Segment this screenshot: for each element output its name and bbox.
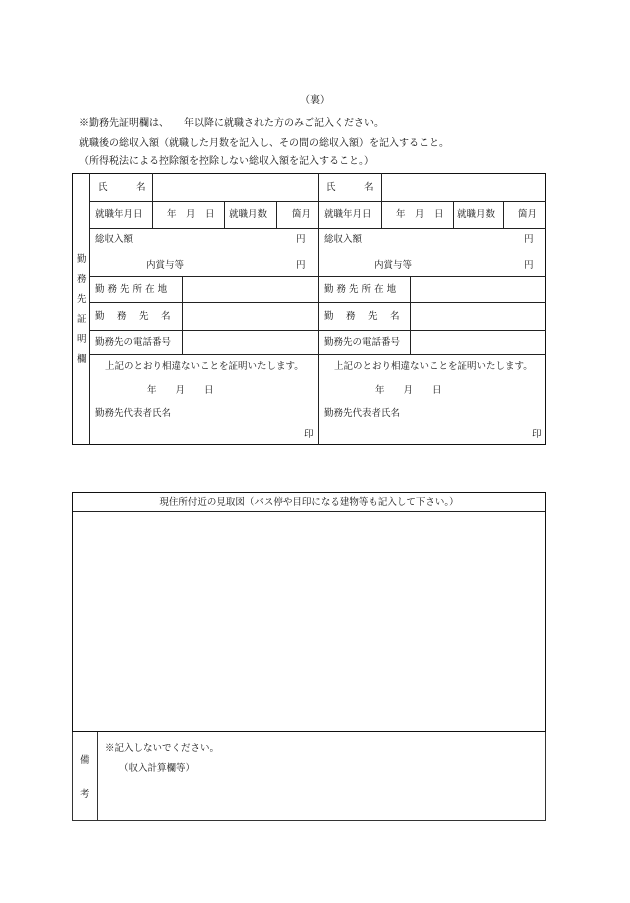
employer-label-right: 勤 務 先 名 <box>324 311 400 322</box>
bonus-yen-right: 円 <box>524 260 534 271</box>
employer-field-left[interactable] <box>183 303 318 330</box>
certify-text-left: 上記のとおり相違ないことを証明いたします。 <box>105 361 304 372</box>
total-income-yen-left: 円 <box>296 234 306 245</box>
note-line-3: （所得税法による控除額を控除しない総収入額を記入すること。） <box>79 156 374 167</box>
address-label-left: 勤 務 先 所 在 地 <box>95 284 168 295</box>
start-date-label-right: 就職年月日 <box>324 209 372 220</box>
months-label-left: 就職月数 <box>229 209 268 220</box>
section-label-char: 明 <box>77 334 87 345</box>
rep-label-right: 勤務先代表者氏名 <box>324 408 401 419</box>
name-label-left: 氏 名 <box>98 182 146 193</box>
seal-right: 印 <box>532 429 542 440</box>
section-label-char: 勤 <box>77 254 87 265</box>
name-label-right: 氏 名 <box>326 182 374 193</box>
cert-date-right: 年 月 日 <box>375 385 442 396</box>
total-income-label-right: 総収入額 <box>324 234 363 245</box>
remarks-box <box>72 732 546 821</box>
employer-label-left: 勤 務 先 名 <box>95 311 171 322</box>
phone-label-left: 勤務先の電話番号 <box>95 337 172 348</box>
section-label-char: 先 <box>77 294 87 305</box>
phone-field-right[interactable] <box>411 331 544 354</box>
bonus-label-right: 内賞与等 <box>374 260 413 271</box>
total-income-label-left: 総収入額 <box>95 234 134 245</box>
name-field-right[interactable] <box>382 174 544 201</box>
address-field-left[interactable] <box>183 277 318 302</box>
bonus-label-left: 内賞与等 <box>146 260 185 271</box>
section-label-char: 証 <box>77 314 87 325</box>
address-field-right[interactable] <box>411 277 544 302</box>
months-unit-right: 箇月 <box>518 209 538 220</box>
section-label-char: 欄 <box>77 354 87 365</box>
remarks-label-2: 考 <box>80 789 90 800</box>
seal-left: 印 <box>304 429 314 440</box>
remarks-label-1: 備 <box>80 755 90 766</box>
start-date-label-left: 就職年月日 <box>95 209 143 220</box>
map-box <box>72 492 546 732</box>
months-label-right: 就職月数 <box>457 209 496 220</box>
section-label-char: 務 <box>77 274 87 285</box>
note-line-1: ※勤務先証明欄は、 年以降に就職された方のみご記入ください。 <box>79 118 384 129</box>
remarks-sub: （収入計算欄等） <box>119 763 196 774</box>
map-drawing-area[interactable] <box>73 513 545 731</box>
rep-label-left: 勤務先代表者氏名 <box>95 408 172 419</box>
remarks-note: ※記入しないでください。 <box>105 743 220 754</box>
employer-field-right[interactable] <box>411 303 544 330</box>
total-income-yen-right: 円 <box>524 234 534 245</box>
phone-label-right: 勤務先の電話番号 <box>324 337 401 348</box>
start-date-ymd-left: 年 月 日 <box>167 209 215 220</box>
bonus-yen-left: 円 <box>296 260 306 271</box>
phone-field-left[interactable] <box>183 331 318 354</box>
certify-text-right: 上記のとおり相違ないことを証明いたします。 <box>334 361 533 372</box>
map-title: 現住所付近の見取図（バス停や目印になる建物等も記入して下さい。） <box>159 497 459 508</box>
start-date-ymd-right: 年 月 日 <box>396 209 444 220</box>
cert-date-left: 年 月 日 <box>147 385 214 396</box>
note-line-2: 就職後の総収入額（就職した月数を記入し、その間の総収入額）を記入すること。 <box>79 138 449 149</box>
months-unit-left: 箇月 <box>292 209 312 220</box>
employment-certificate-table <box>72 173 546 445</box>
page-side-label: （裏） <box>300 95 330 106</box>
name-field-left[interactable] <box>153 174 318 201</box>
address-label-right: 勤 務 先 所 在 地 <box>324 284 397 295</box>
